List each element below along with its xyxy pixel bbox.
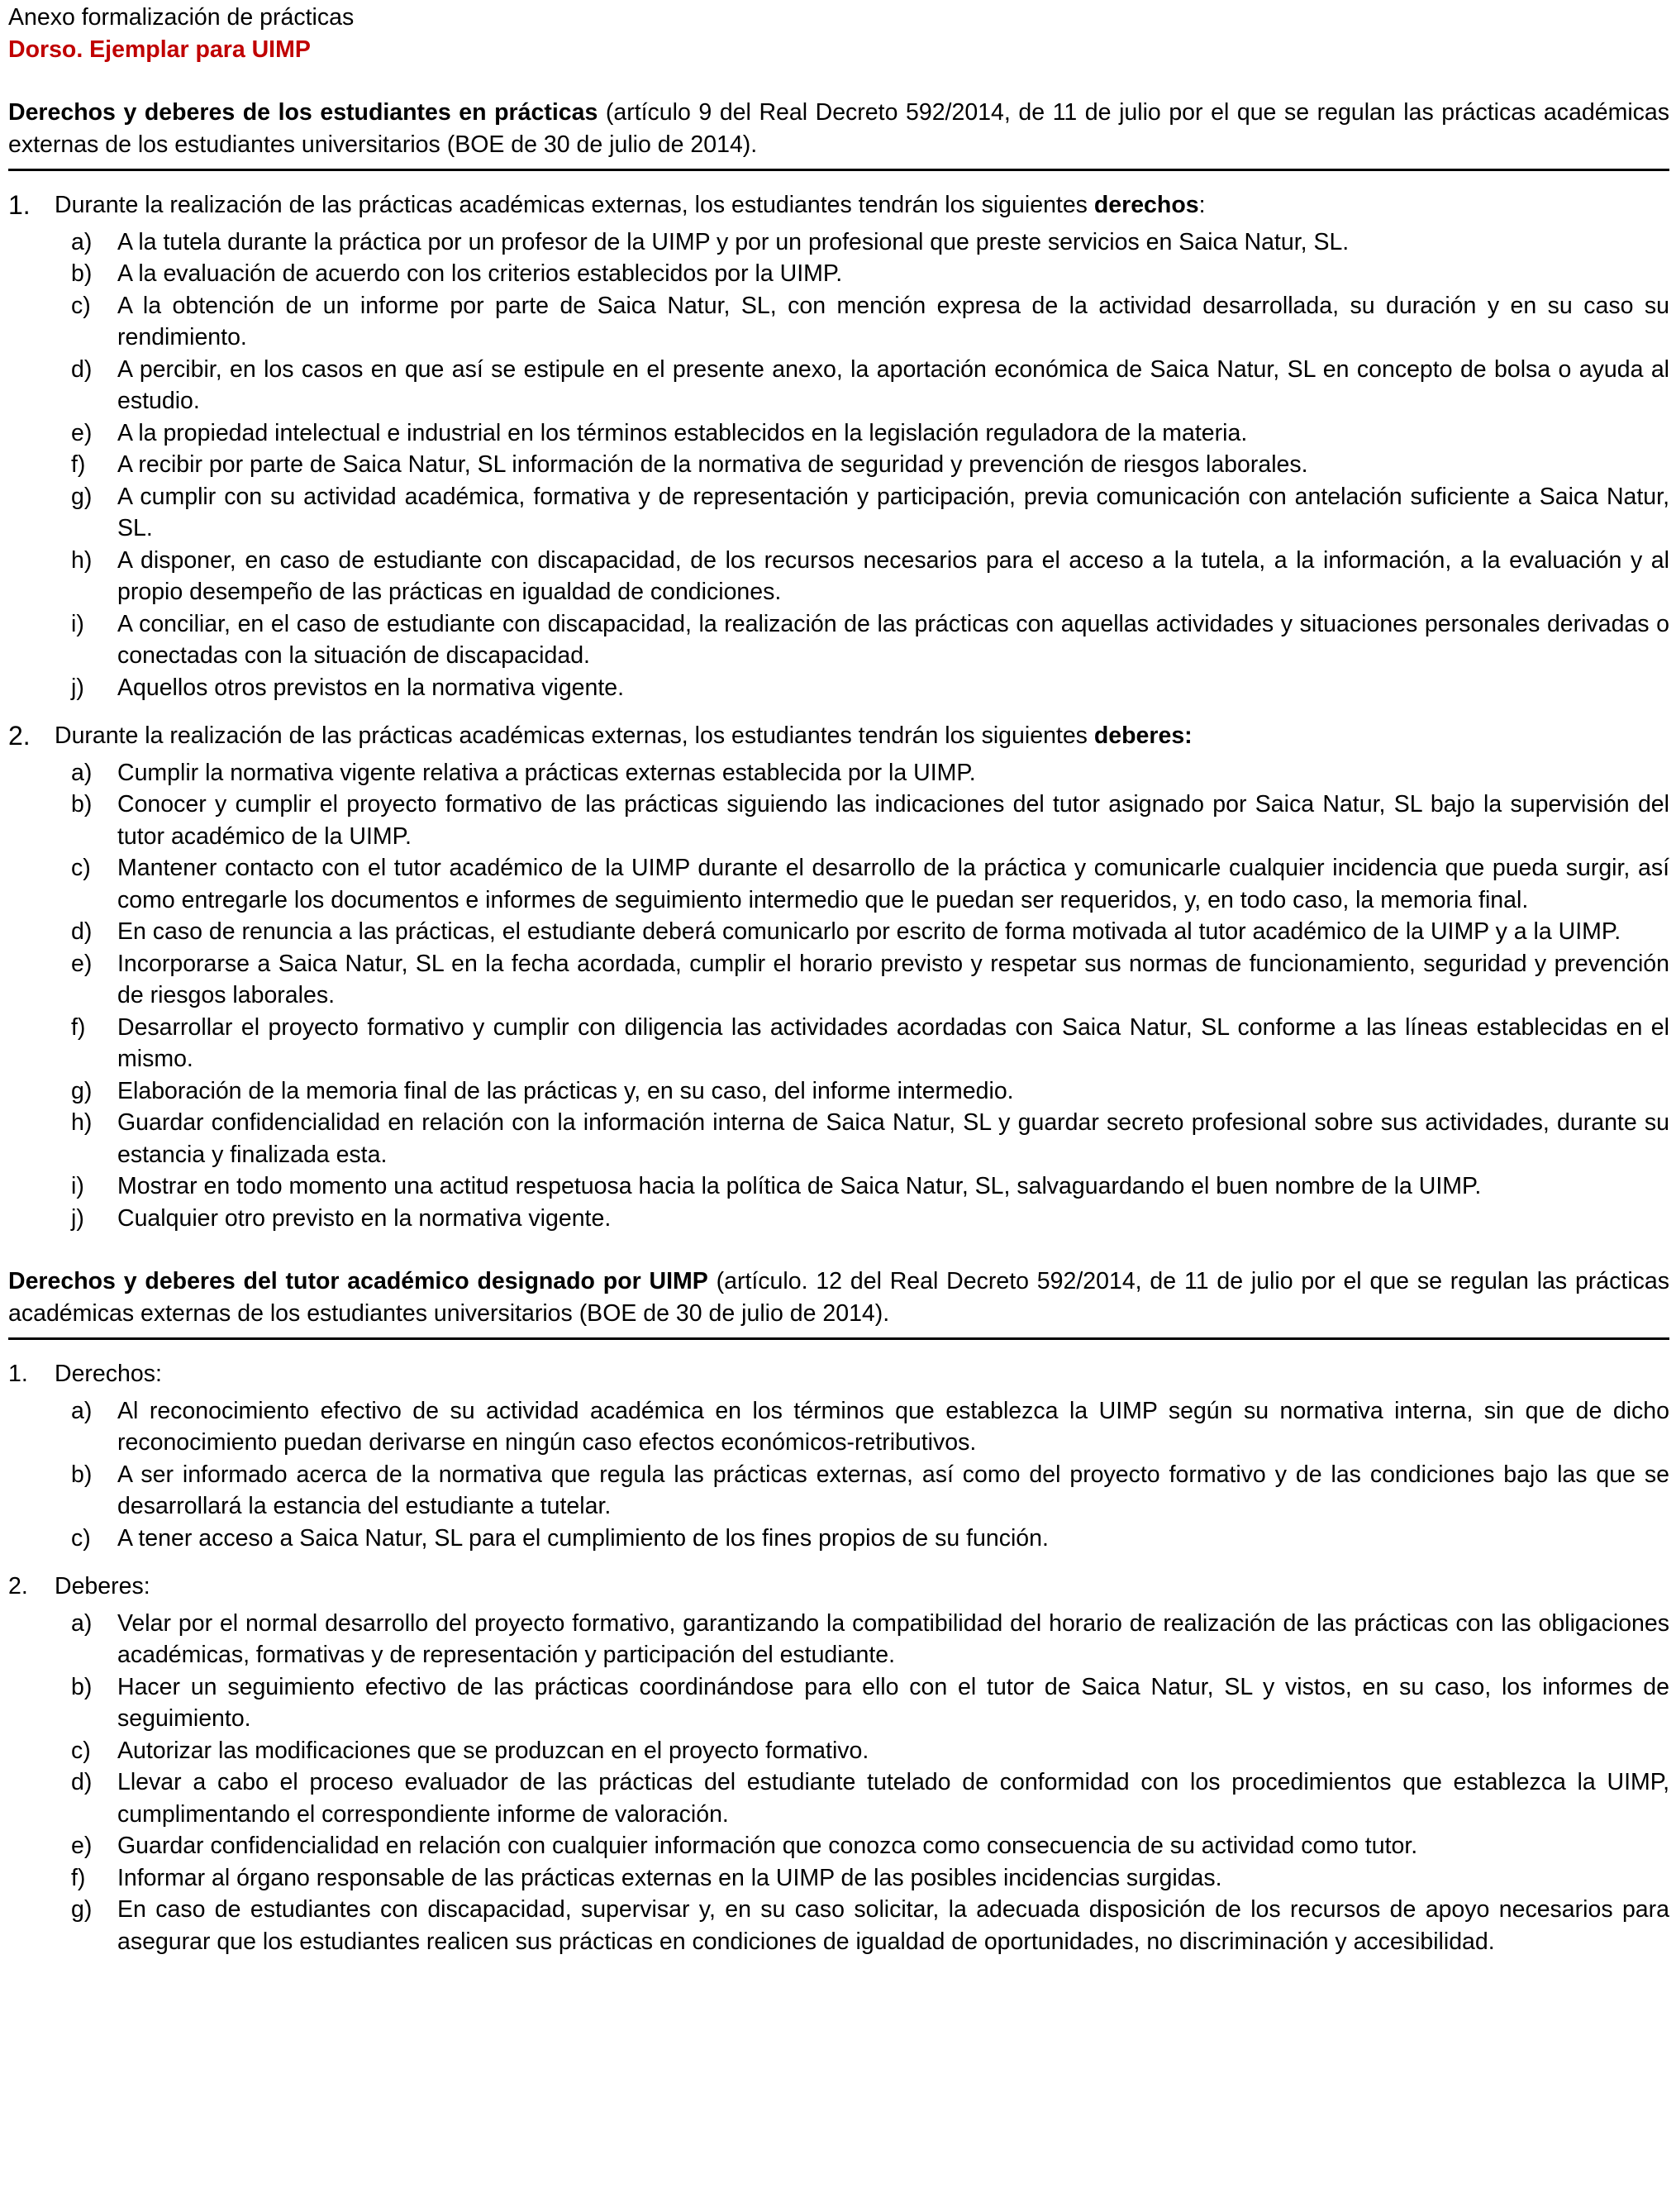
student-rights-keyword: derechos — [1093, 192, 1199, 218]
list-item-letter: i) — [71, 1173, 84, 1199]
list-item-text: Cumplir la normativa vigente relativa a prácticas externas establecida por la UIMP. — [117, 759, 976, 786]
list-item-letter: b) — [71, 791, 93, 818]
list-item-letter: c) — [71, 855, 91, 881]
list-item-letter: c) — [71, 1737, 91, 1764]
list-item — [8, 1735, 1669, 1767]
list-item-text: Velar por el normal desarrollo del proyecto formativo, garantizando la compatibilidad del horario de realización de las prácticas con las obligaciones académicas, formativas y de representación y participación del estudiante. — [117, 1609, 1669, 1668]
list-item — [8, 1766, 1669, 1830]
list-item-text: A la tutela durante la práctica por un profesor de la UIMP y por un profesional que preste servicios en Saica Natur, SL. — [117, 228, 1350, 255]
list-item-text: A la propiedad intelectual e industrial en los términos establecidos en la legislación reguladora de la materia. — [117, 419, 1248, 446]
list-item-text: En caso de renuncia a las prácticas, el estudiante deberá comunicarlo por escrito de forma motivada al tutor académico de la UIMP y a la UIMP. — [117, 918, 1621, 945]
tutor-section-heading — [8, 1266, 1669, 1340]
list-item-letter: i) — [71, 610, 84, 637]
list-item-text: En caso de estudiantes con discapacidad, supervisar y, en su caso solicitar, la adecuada disposición de los recursos de apoyo necesarios para asegurar que los estudiantes realicen sus prácticas en condiciones de igualdad de oportunidades, no discriminación y accesibilidad. — [117, 1896, 1669, 1955]
list-item-letter: g) — [71, 1077, 93, 1104]
list-item — [8, 1671, 1669, 1735]
list-item — [8, 1075, 1669, 1108]
list-item-letter: e) — [71, 1833, 93, 1859]
list-item-letter: g) — [71, 1896, 93, 1923]
tutor-heading-rest: (artículo. 12 del Real Decreto 592/2014, de 11 de julio por el que se regulan las prácticas académicas externas de los estudiantes universitarios (BOE de 30 de julio de 2014). — [8, 1268, 1670, 1327]
list-item-text: Al reconocimiento efectivo de su actividad académica en los términos que establezca la UIMP según su normativa interna, sin que de dicho reconocimiento puedan derivarse en ningún caso efectos económicos-retributivos. — [117, 1397, 1669, 1456]
list-item-text: Desarrollar el proyecto formativo y cumplir con diligencia las actividades acordadas con Saica Natur, SL conforme a las líneas establecidas en el mismo. — [117, 1013, 1669, 1072]
list-item-letter: d) — [71, 918, 93, 945]
student-duties-list — [8, 757, 1669, 1235]
list-item — [8, 1012, 1669, 1075]
list-item-text: A disponer, en caso de estudiante con discapacidad, de los recursos necesarios para el acceso a la tutela, a la información, a la evaluación y al propio desempeño de las prácticas en igualdad de condiciones. — [117, 546, 1669, 605]
list-item-letter: a) — [71, 228, 93, 255]
tutor-heading-bold: Derechos y deberes del tutor académico designado por UIMP — [8, 1268, 708, 1294]
document-subtitle: Dorso. Ejemplar para UIMP — [8, 36, 311, 63]
list-item-letter: f) — [71, 451, 86, 478]
student-duties-intro-text: Durante la realización de las prácticas académicas externas, los estudiantes tendrán los siguientes — [55, 722, 1094, 749]
document-page — [8, 0, 1669, 1957]
student-heading-rest: (artículo 9 del Real Decreto 592/2014, de 11 de julio por el que se regulan las prácticas académicas externas de los estudiantes universitarios (BOE de 30 de julio de 2014). — [8, 99, 1669, 158]
list-item — [8, 1523, 1669, 1555]
list-item — [8, 258, 1669, 290]
list-item — [8, 1395, 1669, 1459]
list-item-letter: g) — [71, 483, 93, 510]
list-item — [8, 1830, 1669, 1862]
list-item-letter: b) — [71, 1461, 93, 1488]
list-item-text: Aquellos otros previstos en la normativa vigente. — [117, 674, 625, 701]
student-rights-intro — [8, 189, 1669, 222]
list-item — [8, 354, 1669, 417]
list-item — [8, 608, 1669, 672]
list-item-text: Hacer un seguimiento efectivo de las prácticas coordinándose para ello con el tutor de Saica Natur, SL y vistos, en su caso, los informes de seguimiento. — [117, 1673, 1669, 1732]
list-item-text: A tener acceso a Saica Natur, SL para el cumplimiento de los fines propios de su función. — [117, 1524, 1049, 1552]
list-item-text: A la evaluación de acuerdo con los criterios establecidos por la UIMP. — [117, 260, 843, 287]
list-item-letter: b) — [71, 260, 93, 287]
list-item-letter: e) — [71, 419, 93, 446]
list-item — [8, 1862, 1669, 1895]
item-number: 1. — [8, 1361, 28, 1387]
list-item — [8, 1608, 1669, 1671]
list-item — [8, 1459, 1669, 1523]
student-rights-suffix: : — [1198, 192, 1206, 218]
list-item-text: A percibir, en los casos en que así se estipule en el presente anexo, la aportación económica de Saica Natur, SL en concepto de bolsa o ayuda al estudio. — [117, 355, 1669, 414]
list-item — [8, 916, 1669, 948]
list-item-text: A conciliar, en el caso de estudiante con discapacidad, la realización de las prácticas con aquellas actividades y situaciones personales derivadas o conectadas con la situación de discapacidad. — [117, 610, 1669, 669]
list-item-letter: h) — [71, 546, 93, 574]
item-number: 2. — [8, 1573, 28, 1599]
list-item-letter: b) — [71, 1673, 93, 1700]
list-item-letter: f) — [71, 1013, 86, 1041]
tutor-rights-list — [8, 1395, 1669, 1555]
list-item — [8, 417, 1669, 450]
list-item-text: Conocer y cumplir el proyecto formativo de las prácticas siguiendo las indicaciones del tutor asignado por Saica Natur, SL bajo la supervisión del tutor académico de la UIMP. — [117, 791, 1669, 850]
list-item-letter: j) — [71, 674, 84, 701]
student-section-heading — [8, 97, 1669, 171]
list-item — [8, 948, 1669, 1012]
tutor-rights-label: Derechos: — [55, 1361, 162, 1387]
list-item-text: Elaboración de la memoria final de las prácticas y, en su caso, del informe intermedio. — [117, 1077, 1014, 1104]
list-item-text: Incorporarse a Saica Natur, SL en la fecha acordada, cumplir el horario previsto y respetar sus normas de funcionamiento, seguridad y prevención de riesgos laborales. — [117, 950, 1669, 1008]
tutor-duties-label: Deberes: — [55, 1573, 150, 1599]
list-item — [8, 226, 1669, 259]
list-item-letter: f) — [71, 1864, 86, 1891]
list-item-text: Llevar a cabo el proceso evaluador de las prácticas del estudiante tutelado de conformidad con los procedimientos que establezca la UIMP, cumplimentando el correspondiente informe de valoración. — [117, 1769, 1669, 1828]
list-item-text: A ser informado acerca de la normativa que regula las prácticas externas, así como del proyecto formativo y de las condiciones bajo las que se desarrollará la estancia del estudiante a tutelar. — [117, 1461, 1669, 1519]
list-item-letter: d) — [71, 355, 93, 383]
list-item — [8, 1203, 1669, 1235]
document-title: Anexo formalización de prácticas — [8, 4, 355, 31]
list-item — [8, 449, 1669, 481]
list-item-text: A recibir por parte de Saica Natur, SL información de la normativa de seguridad y prevención de riesgos laborales. — [117, 451, 1308, 478]
list-item-text: Mantener contacto con el tutor académico de la UIMP durante el desarrollo de la práctica y comunicarle cualquier incidencia que pueda surgir, así como entregarle los documentos e informes de seguimiento intermedio que le puedan ser requeridos, y, en todo caso, la memoria final. — [117, 855, 1669, 913]
list-item-text: A la obtención de un informe por parte de Saica Natur, SL, con mención expresa de la actividad desarrollada, su duración y en su caso su rendimiento. — [117, 292, 1669, 350]
list-item — [8, 545, 1669, 608]
student-rights-list — [8, 226, 1669, 704]
list-item-text: A cumplir con su actividad académica, formativa y de representación y participación, previa comunicación con antelación suficiente a Saica Natur, SL. — [117, 483, 1669, 541]
list-item-letter: d) — [71, 1769, 93, 1795]
list-item-letter: j) — [71, 1204, 84, 1232]
list-item-text: Guardar confidencialidad en relación con la información interna de Saica Natur, SL y guardar secreto profesional sobre sus actividades, durante su estancia y finalizada esta. — [117, 1109, 1669, 1168]
list-item-letter: a) — [71, 1609, 93, 1637]
list-item — [8, 481, 1669, 545]
list-item-text: Autorizar las modificaciones que se produzcan en el proyecto formativo. — [117, 1737, 869, 1764]
list-item — [8, 757, 1669, 789]
list-item — [8, 1170, 1669, 1203]
list-item-letter: e) — [71, 950, 93, 977]
tutor-rights-intro — [8, 1358, 1669, 1390]
item-number: 1. — [8, 190, 31, 220]
list-item-text: Mostrar en todo momento una actitud respetuosa hacia la política de Saica Natur, SL, salvaguardando el buen nombre de la UIMP. — [117, 1173, 1482, 1199]
list-item — [8, 852, 1669, 916]
list-item-letter: h) — [71, 1109, 93, 1136]
list-item — [8, 1107, 1669, 1170]
list-item — [8, 789, 1669, 852]
list-item-text: Guardar confidencialidad en relación con cualquier información que conozca como consecuencia de su actividad como tutor. — [117, 1833, 1418, 1859]
item-number: 2. — [8, 721, 31, 751]
list-item-text: Informar al órgano responsable de las prácticas externas en la UIMP de las posibles incidencias surgidas. — [117, 1864, 1222, 1891]
list-item-text: Cualquier otro previsto en la normativa vigente. — [117, 1204, 612, 1232]
student-duties-keyword: deberes: — [1093, 722, 1193, 749]
list-item — [8, 290, 1669, 354]
list-item-letter: c) — [71, 1524, 91, 1552]
student-duties-intro — [8, 720, 1669, 752]
student-rights-intro-text: Durante la realización de las prácticas académicas externas, los estudiantes tendrán los siguientes — [55, 192, 1094, 218]
list-item-letter: a) — [71, 759, 93, 786]
list-item-letter: c) — [71, 292, 91, 319]
list-item — [8, 1894, 1669, 1957]
list-item-letter: a) — [71, 1397, 93, 1424]
list-item — [8, 672, 1669, 704]
tutor-duties-intro — [8, 1571, 1669, 1603]
tutor-duties-list — [8, 1608, 1669, 1958]
student-heading-bold: Derechos y deberes de los estudiantes en prácticas — [8, 99, 598, 126]
